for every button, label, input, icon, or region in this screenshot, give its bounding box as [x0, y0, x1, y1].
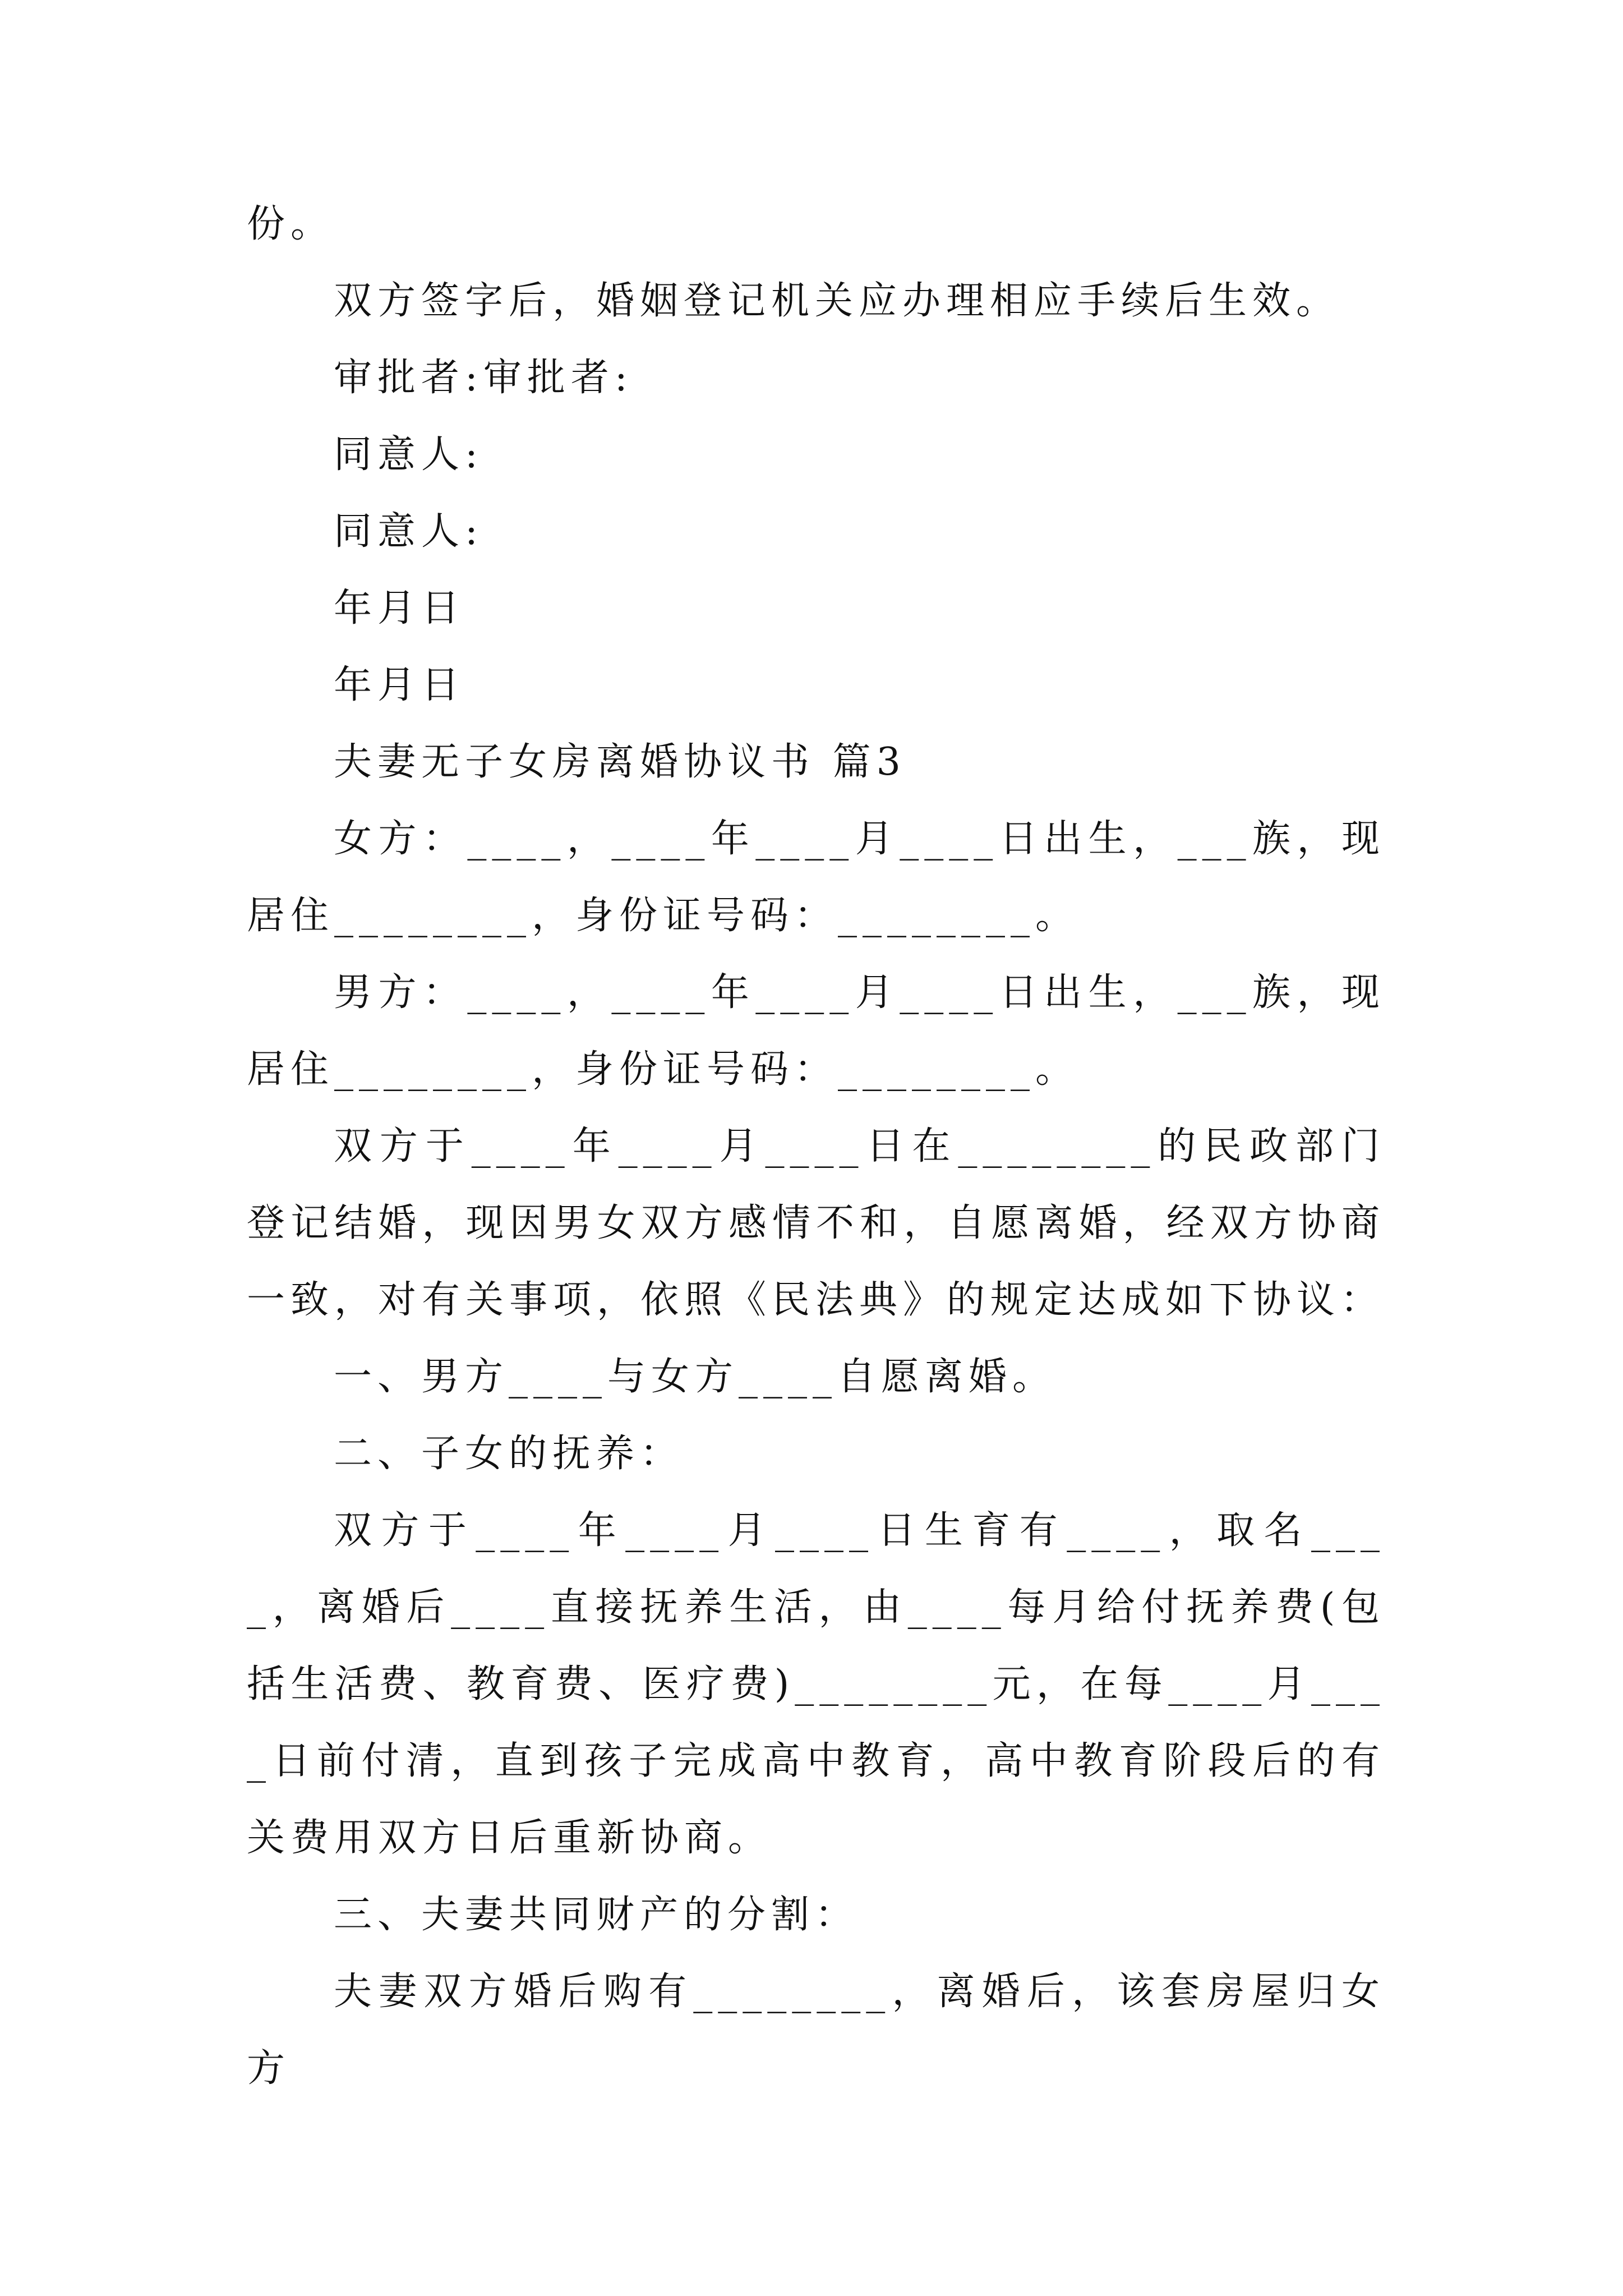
- paragraph-consenter-2: 同意人:: [334, 509, 483, 554]
- paragraph-man-info: 男方：____，____年____月____日出生，___族，现居住________，身份证号码：________。: [247, 970, 1385, 1092]
- paragraph-continuation: 份。: [247, 202, 335, 246]
- paragraph-marriage-registration: 双方于____年____月____日在________的民政部门登记结婚，现因男女双方感情不和，自愿离婚，经双方协商一致，对有关事项，依照《民法典》的规定达成如下协议：: [247, 1124, 1385, 1322]
- paragraph-consenter-1: 同意人:: [334, 432, 483, 477]
- paragraph-date-2: 年月日: [334, 663, 465, 707]
- paragraph-child-support: 双方于____年____月____日生育有____，取名____，离婚后____直接抚养生活，由____每月给付抚养费(包括生活费、教育费、医疗费)________元，在每____月____日前付清，直到孩子完成高中教育，高中教育阶段后的有关费用双方日后重新协商。: [247, 1508, 1385, 1860]
- paragraph-clause-2-heading: 二、子女的抚养：: [334, 1432, 684, 1476]
- paragraph-woman-info: 女方：____，____年____月____日出生，___族，现居住________，身份证号码：________。: [247, 817, 1385, 938]
- paragraph-date-1: 年月日: [334, 586, 465, 631]
- paragraph-effective-clause: 双方签字后，婚姻登记机关应办理相应手续后生效。: [334, 279, 1340, 323]
- paragraph-approver: 审批者:审批者:: [334, 356, 633, 400]
- section-title: 夫妻无子女房离婚协议书 篇3: [334, 740, 906, 784]
- paragraph-clause-3-heading: 三、夫妻共同财产的分割：: [334, 1893, 859, 1937]
- paragraph-property: 夫妻双方婚后购有________，离婚后，该套房屋归女方: [247, 1970, 1385, 2091]
- paragraph-clause-1: 一、男方____与女方____自愿离婚。: [334, 1355, 1057, 1399]
